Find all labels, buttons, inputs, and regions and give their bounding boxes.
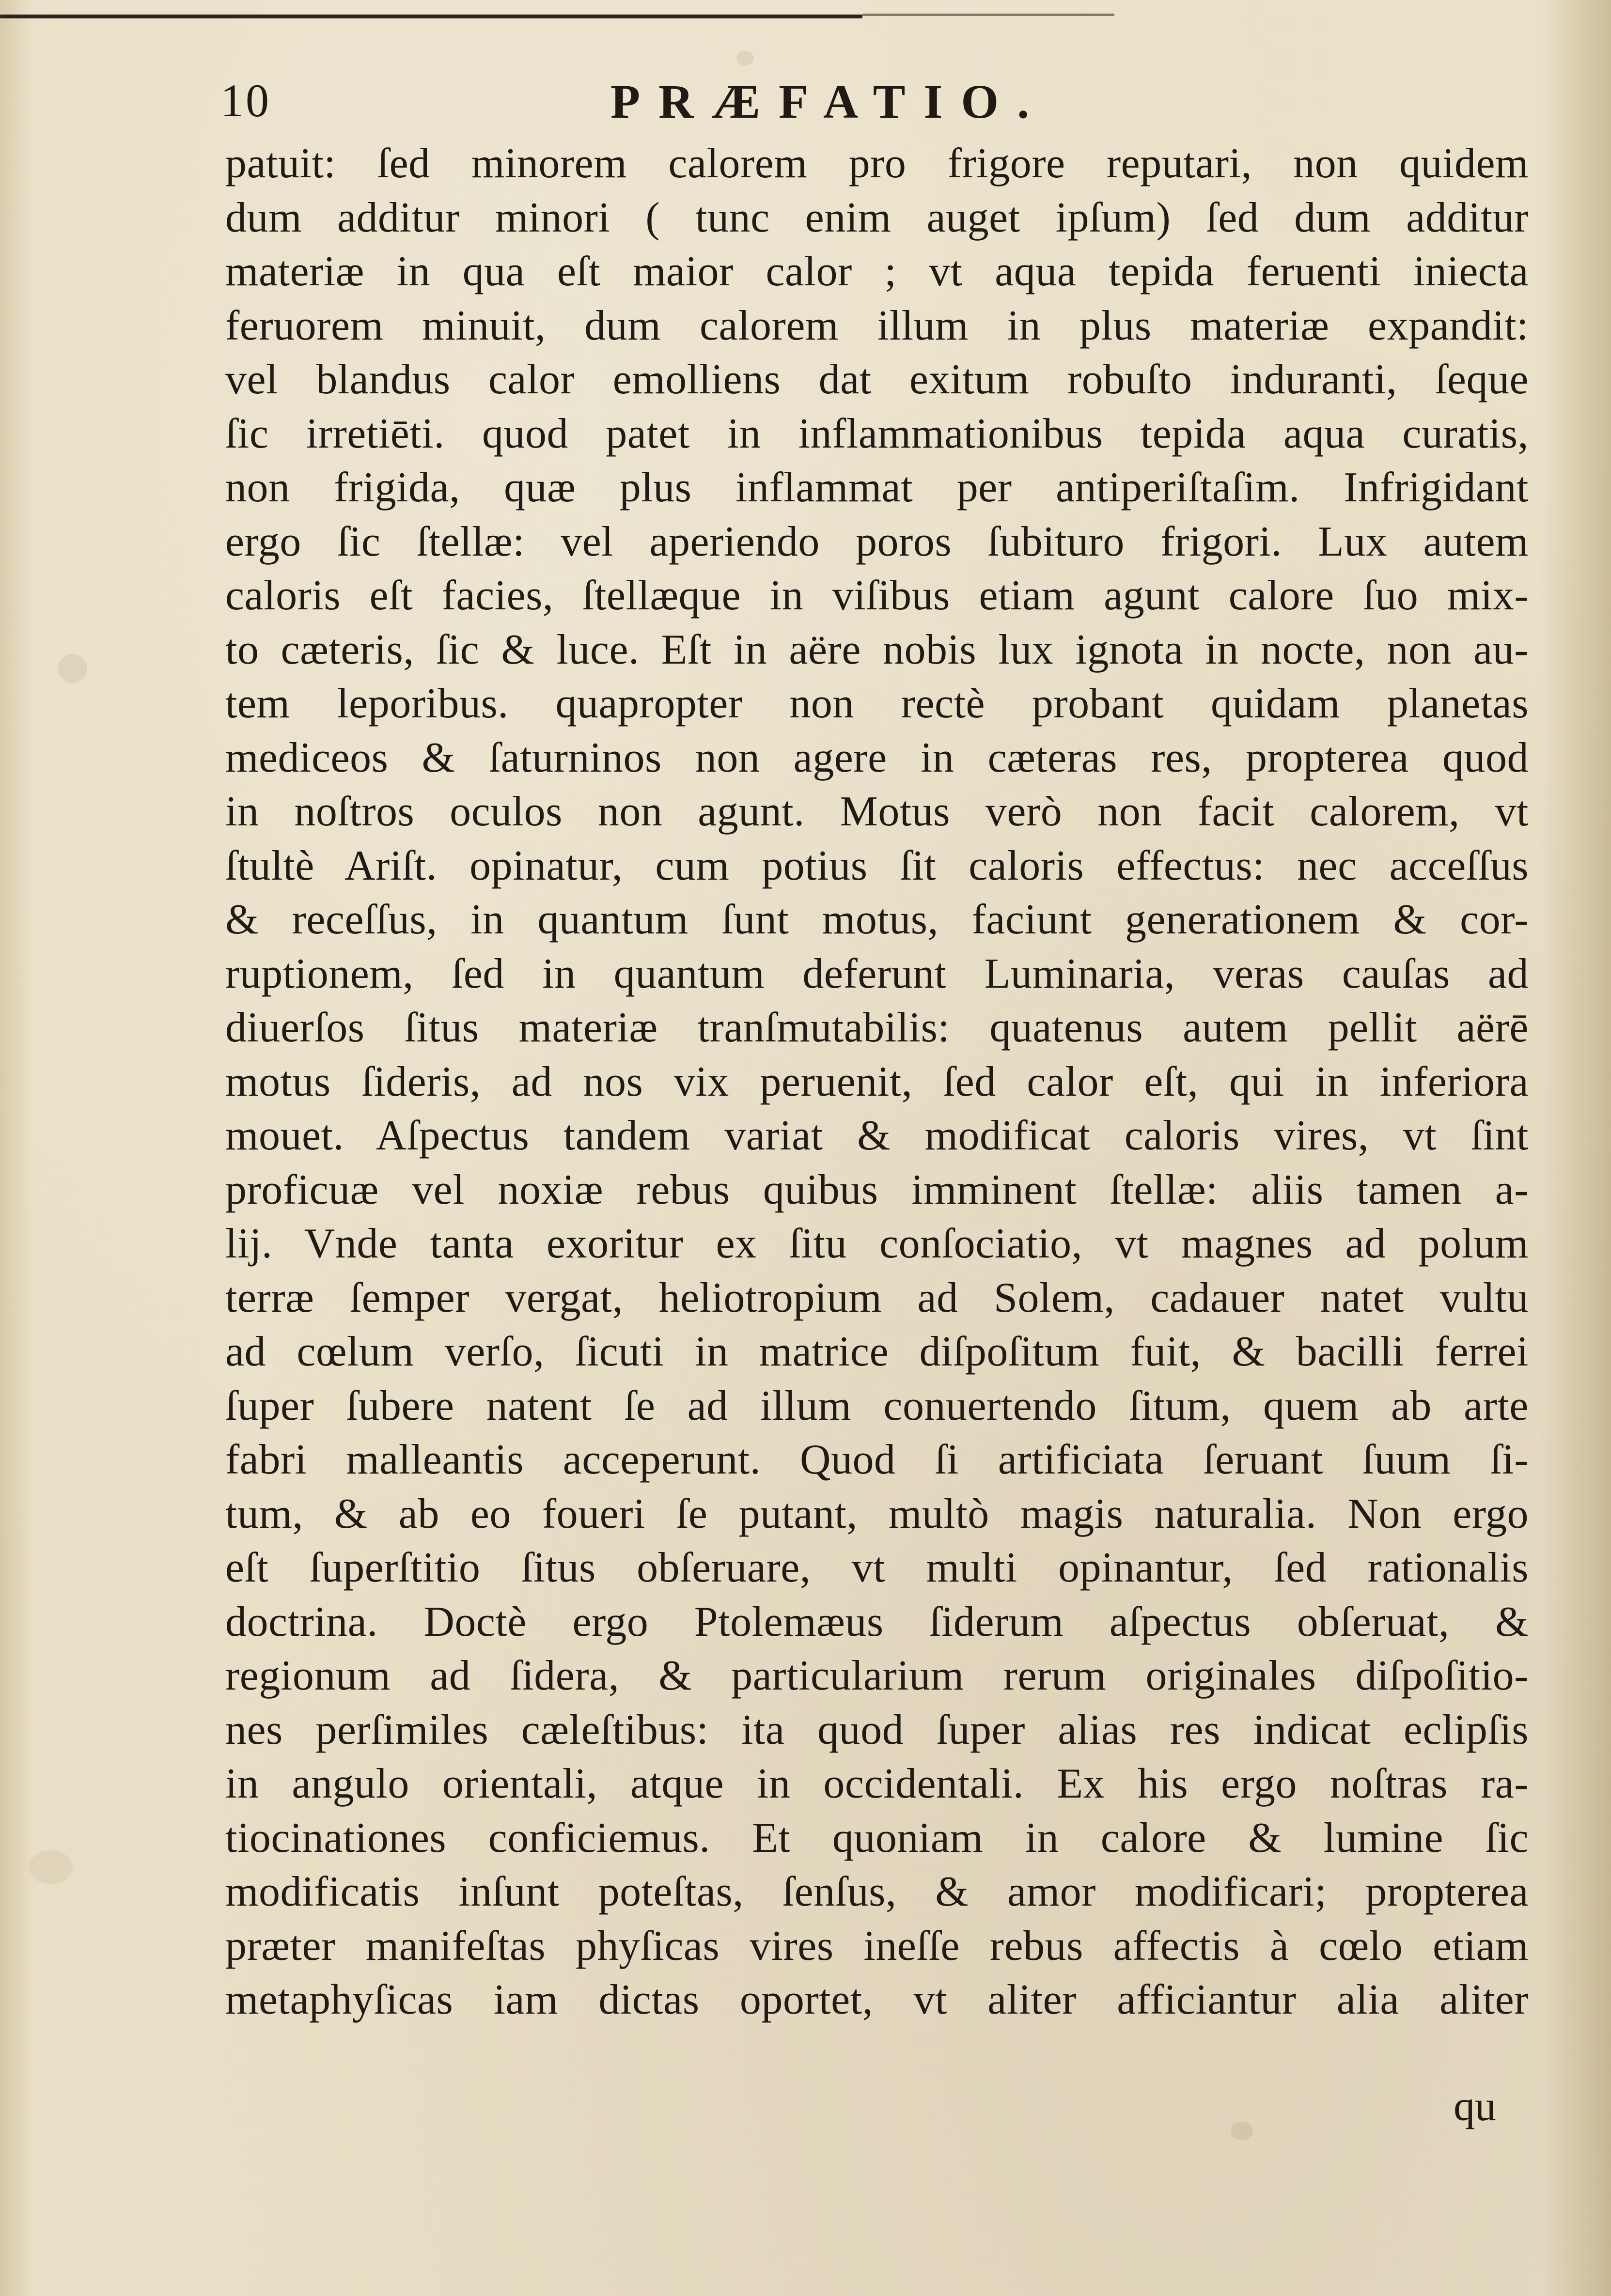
text-line: patuit: ſed minorem calorem pro frigore reputari, non quidem bbox=[225, 140, 1529, 187]
text-line: diuerſos ſitus materiæ tranſmutabilis: quatenus autem pellit aërē bbox=[225, 1004, 1529, 1051]
text-line: caloris eſt facies, ſtellæque in viſibus etiam agunt calore ſuo mix- bbox=[225, 572, 1529, 619]
text-line: ruptionem, ſed in quantum deferunt Luminaria, veras cauſas ad bbox=[225, 950, 1529, 997]
text-line: ſic irretiēti. quod patet in inflammationibus tepida aqua curatis, bbox=[225, 410, 1529, 457]
text-line: lij. Vnde tanta exoritur ex ſitu conſociatio, vt magnes ad polum bbox=[225, 1220, 1529, 1267]
body-text bbox=[225, 137, 1529, 2027]
text-line: in noſtros oculos non agunt. Motus verò non facit calorem, vt bbox=[225, 788, 1529, 835]
text-line: metaphyſicas iam dictas oportet, vt aliter afficiantur alia aliter bbox=[225, 1976, 1529, 2023]
running-head: PRÆFATIO. bbox=[610, 75, 1048, 128]
text-line: & receſſus, in quantum ſunt motus, faciunt generationem & cor- bbox=[225, 896, 1529, 943]
text-line: tum, & ab eo foueri ſe putant, multò magis naturalia. Non ergo bbox=[225, 1490, 1529, 1537]
text-line: proficuæ vel noxiæ rebus quibus imminent ſtellæ: aliis tamen a- bbox=[225, 1166, 1529, 1213]
text-line: motus ſideris, ad nos vix peruenit, ſed calor eſt, qui in inferiora bbox=[225, 1058, 1529, 1105]
text-line: vel blandus calor emolliens dat exitum robuſto induranti, ſeque bbox=[225, 356, 1529, 403]
text-line: dum additur minori ( tunc enim auget ipſum) ſed dum additur bbox=[225, 194, 1529, 241]
text-line: fabri malleantis acceperunt. Quod ſi artificiata ſeruant ſuum ſi- bbox=[225, 1436, 1529, 1483]
text-line: to cæteris, ſic & luce. Eſt in aëre nobis lux ignota in nocte, non au- bbox=[225, 626, 1529, 673]
text-line: feruorem minuit, dum calorem illum in plus materiæ expandit: bbox=[225, 302, 1529, 349]
text-line: terræ ſemper vergat, heliotropium ad Solem, cadauer natet vultu bbox=[225, 1274, 1529, 1321]
text-line: ad cœlum verſo, ſicuti in matrice diſpoſitum fuit, & bacilli ferrei bbox=[225, 1328, 1529, 1375]
page-number: 10 bbox=[220, 75, 271, 126]
text-line: tiocinationes conficiemus. Et quoniam in calore & lumine ſic bbox=[225, 1814, 1529, 1862]
text-line: ſtultè Ariſt. opinatur, cum potius ſit caloris effectus: nec acceſſus bbox=[225, 842, 1529, 889]
text-line: nes perſimiles cæleſtibus: ita quod ſuper alias res indicat eclipſis bbox=[225, 1706, 1529, 1753]
text-line: mouet. Aſpectus tandem variat & modificat caloris vires, vt ſint bbox=[225, 1112, 1529, 1159]
text-line: non frigida, quæ plus inflammat per antiperiſtaſim. Infrigidant bbox=[225, 464, 1529, 511]
text-line: modificatis inſunt poteſtas, ſenſus, & amor modificari; propterea bbox=[225, 1868, 1529, 1915]
top-rule-fragment bbox=[862, 14, 1114, 16]
text-line: ſuper ſubere natent ſe ad illum conuertendo ſitum, quem ab arte bbox=[225, 1382, 1529, 1429]
text-line: tem leporibus. quapropter non rectè probant quidam planetas bbox=[225, 680, 1529, 727]
text-line: eſt ſuperſtitio ſitus obſeruare, vt multi opinantur, ſed rationalis bbox=[225, 1544, 1529, 1591]
top-rule bbox=[0, 15, 862, 18]
paper-stain bbox=[736, 51, 754, 65]
text-line: ergo ſic ſtellæ: vel aperiendo poros ſubituro frigori. Lux autem bbox=[225, 518, 1529, 565]
paper-stain bbox=[29, 1850, 73, 1884]
paper-stain bbox=[1231, 2122, 1253, 2140]
catchword: qu bbox=[1454, 2083, 1496, 2130]
text-line: in angulo orientali, atque in occidentali. Ex his ergo noſtras ra- bbox=[225, 1760, 1529, 1807]
paper-stain bbox=[58, 654, 87, 683]
text-line: materiæ in qua eſt maior calor ; vt aqua tepida feruenti iniecta bbox=[225, 248, 1529, 295]
text-line: doctrina. Doctè ergo Ptolemæus ſiderum aſpectus obſeruat, & bbox=[225, 1598, 1529, 1645]
text-line: præter manifeſtas phyſicas vires ineſſe rebus affectis à cœlo etiam bbox=[225, 1922, 1529, 1970]
text-line: regionum ad ſidera, & particularium rerum originales diſpoſitio- bbox=[225, 1652, 1529, 1699]
text-line: mediceos & ſaturninos non agere in cæteras res, propterea quod bbox=[225, 734, 1529, 781]
